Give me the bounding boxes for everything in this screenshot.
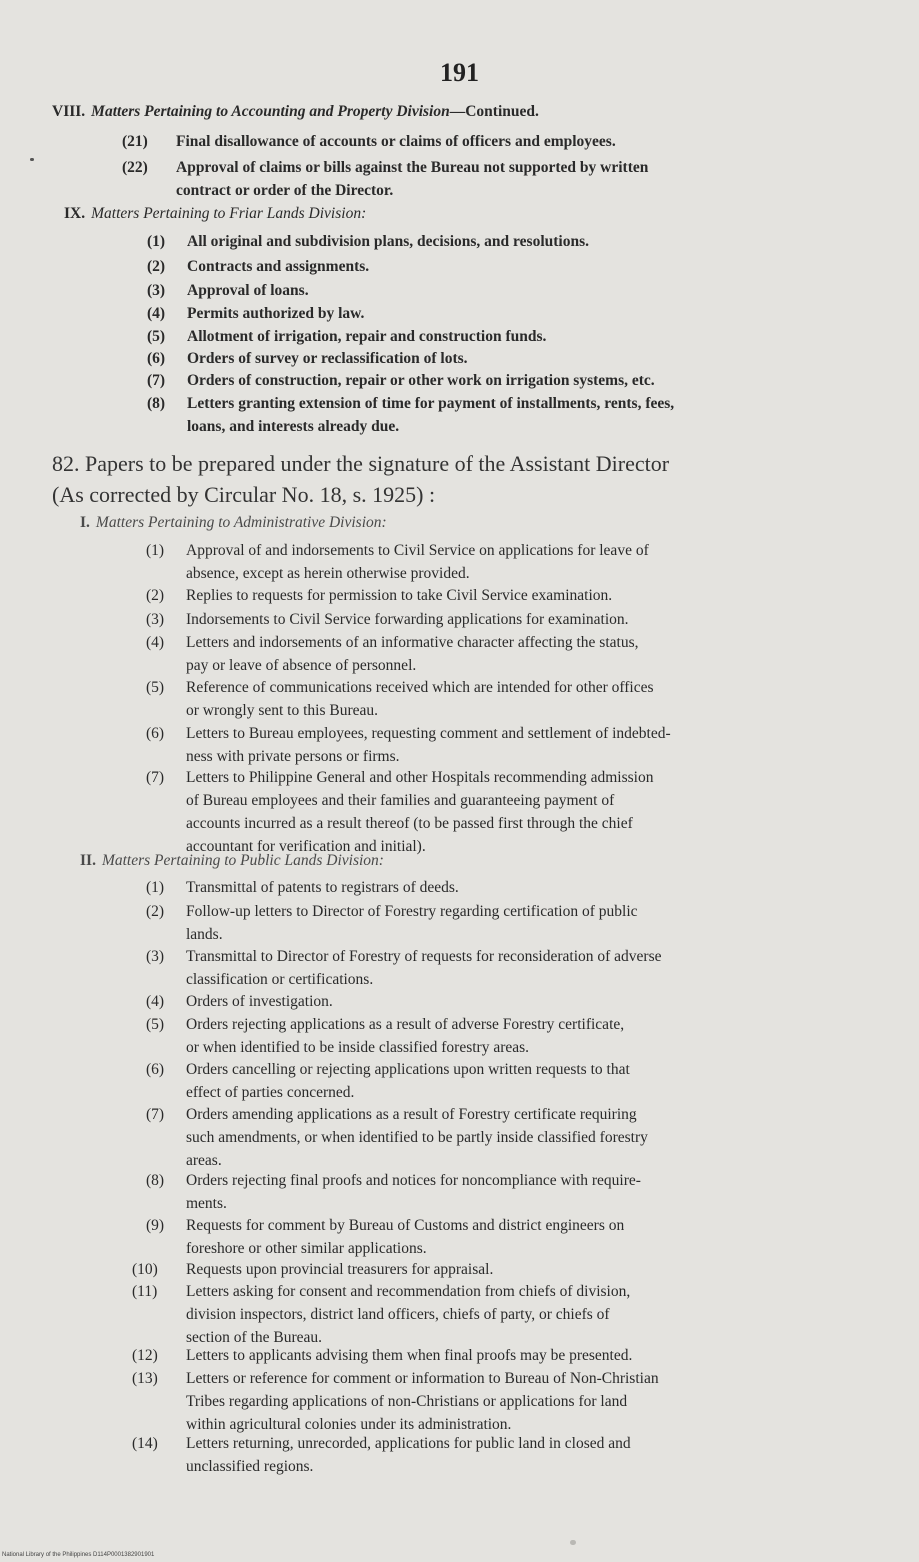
item-text: Transmittal of patents to registrars of deeds. bbox=[186, 879, 459, 896]
item-text: Requests upon provincial treasurers for appraisal. bbox=[186, 1261, 494, 1278]
item-text-continued: accountant for verification and initial). bbox=[186, 838, 426, 855]
item-text-continued: unclassified regions. bbox=[186, 1458, 314, 1475]
item-text-continued: absence, except as herein otherwise provided. bbox=[186, 565, 470, 582]
item-text-continued: such amendments, or when identified to be partly inside classified forestry bbox=[186, 1129, 648, 1146]
item-text: Replies to requests for permission to take Civil Service examination. bbox=[186, 587, 613, 604]
item-text: Final disallowance of accounts or claims of officers and employees. bbox=[176, 133, 616, 150]
section-ix-title: Matters Pertaining to Friar Lands Division: bbox=[91, 205, 367, 222]
item-number: (9) bbox=[146, 1217, 165, 1234]
item-text: Orders rejecting final proofs and notices for noncompliance with require- bbox=[186, 1172, 641, 1189]
item-text-continued: within agricultural colonies under its administration. bbox=[186, 1416, 512, 1433]
paper-blemish bbox=[570, 1540, 576, 1545]
item-text: Follow-up letters to Director of Forestry regarding certification of public bbox=[186, 903, 638, 920]
item-text: Orders of construction, repair or other work on irrigation systems, etc. bbox=[187, 372, 655, 389]
item-number: (5) bbox=[147, 328, 166, 345]
item-text: Orders amending applications as a result of Forestry certificate requiring bbox=[186, 1106, 637, 1123]
item-text: Letters to applicants advising them when final proofs may be presented. bbox=[186, 1347, 633, 1364]
section-ix-roman: IX. bbox=[64, 205, 86, 222]
item-text-continued: areas. bbox=[186, 1152, 222, 1169]
item-number: (4) bbox=[146, 993, 165, 1010]
list-item bbox=[122, 156, 648, 202]
item-number: (7) bbox=[147, 372, 166, 389]
item-text-continued: division inspectors, district land officers, chiefs of party, or chiefs of bbox=[186, 1306, 610, 1323]
list-item bbox=[147, 279, 309, 302]
list-item bbox=[146, 990, 333, 1013]
section-viii-title: Matters Pertaining to Accounting and Property Division bbox=[91, 103, 450, 120]
item-text: Letters returning, unrecorded, applications for public land in closed and bbox=[186, 1435, 631, 1452]
item-text: Requests for comment by Bureau of Customs and district engineers on bbox=[186, 1217, 625, 1234]
item-text: Allotment of irrigation, repair and construction funds. bbox=[187, 328, 547, 345]
item-text: Orders cancelling or rejecting applications upon written requests to that bbox=[186, 1061, 630, 1078]
list-item bbox=[132, 1280, 630, 1349]
item-text-continued: classification or certifications. bbox=[186, 971, 374, 988]
item-text: Reference of communications received which are intended for other offices bbox=[186, 679, 654, 696]
list-item bbox=[146, 1103, 648, 1172]
item-number: (11) bbox=[132, 1283, 158, 1300]
list-item bbox=[146, 1013, 624, 1059]
item-number: (2) bbox=[146, 903, 165, 920]
scan-footer: National Library of the Philippines D114P0001382901901 bbox=[2, 1552, 155, 1558]
list-item bbox=[146, 608, 629, 631]
item-number: (3) bbox=[146, 611, 165, 628]
item-text: Letters to Philippine General and other Hospitals recommending admission bbox=[186, 769, 654, 786]
item-number: (7) bbox=[146, 769, 165, 786]
item-number: (22) bbox=[122, 159, 148, 176]
list-item bbox=[147, 230, 589, 253]
item-text: All original and subdivision plans, decisions, and resolutions. bbox=[187, 233, 589, 250]
list-item bbox=[146, 1058, 630, 1104]
paragraph-82-line2: (As corrected by Circular No. 18, s. 1925) : bbox=[52, 482, 436, 507]
section-viii-suffix: —Continued. bbox=[449, 103, 539, 120]
item-number: (2) bbox=[147, 258, 166, 275]
item-text: Letters or reference for comment or information to Bureau of Non-Christian bbox=[186, 1370, 659, 1387]
list-item bbox=[146, 766, 653, 858]
item-text-continued: ments. bbox=[186, 1195, 227, 1212]
list-item bbox=[147, 392, 674, 438]
list-item bbox=[146, 945, 662, 991]
item-text: Contracts and assignments. bbox=[187, 258, 370, 275]
item-number: (6) bbox=[146, 1061, 165, 1078]
list-item bbox=[147, 302, 364, 325]
item-number: (6) bbox=[147, 350, 166, 367]
list-item bbox=[146, 876, 459, 899]
item-text: Letters asking for consent and recommendation from chiefs of division, bbox=[186, 1283, 631, 1300]
list-item bbox=[146, 1214, 624, 1260]
list-item bbox=[146, 676, 654, 722]
list-item bbox=[147, 369, 655, 392]
section-ii-roman: II. bbox=[80, 852, 96, 869]
item-text: Orders of survey or reclassification of lots. bbox=[187, 350, 468, 367]
item-number: (14) bbox=[132, 1435, 158, 1452]
list-item bbox=[132, 1258, 493, 1281]
item-text-continued: effect of parties concerned. bbox=[186, 1084, 355, 1101]
item-text-continued: or when identified to be inside classified forestry areas. bbox=[186, 1039, 530, 1056]
item-number: (3) bbox=[146, 948, 165, 965]
section-i-roman: I. bbox=[80, 514, 90, 531]
list-item bbox=[146, 1169, 641, 1215]
list-item bbox=[132, 1432, 631, 1478]
item-text: Orders of investigation. bbox=[186, 993, 333, 1010]
page-number: 191 bbox=[440, 58, 479, 87]
list-item bbox=[122, 130, 616, 153]
item-number: (2) bbox=[146, 587, 165, 604]
item-number: (10) bbox=[132, 1261, 158, 1278]
section-ii-heading bbox=[80, 852, 384, 870]
list-item bbox=[147, 347, 468, 370]
list-item bbox=[132, 1367, 659, 1436]
item-text-continued: foreshore or other similar applications. bbox=[186, 1240, 427, 1257]
list-item bbox=[146, 631, 638, 677]
item-text: Approval of and indorsements to Civil Service on applications for leave of bbox=[186, 542, 649, 559]
section-viii-heading bbox=[52, 103, 539, 121]
list-item bbox=[146, 584, 612, 607]
item-number: (6) bbox=[146, 725, 165, 742]
item-text-continued: section of the Bureau. bbox=[186, 1329, 323, 1346]
paragraph-82-heading bbox=[52, 448, 892, 510]
item-text-continued: ness with private persons or firms. bbox=[186, 748, 400, 765]
section-viii-roman: VIII. bbox=[52, 103, 86, 120]
item-number: (4) bbox=[146, 634, 165, 651]
item-number: (4) bbox=[147, 305, 166, 322]
item-text-continued: loans, and interests already due. bbox=[187, 418, 400, 435]
section-ii-title: Matters Pertaining to Public Lands Division: bbox=[101, 852, 384, 869]
item-number: (1) bbox=[146, 879, 165, 896]
item-number: (1) bbox=[147, 233, 166, 250]
item-number: (13) bbox=[132, 1370, 158, 1387]
section-i-heading bbox=[80, 514, 387, 532]
item-number: (5) bbox=[146, 679, 165, 696]
item-text: Letters granting extension of time for payment of installments, rents, fees, bbox=[187, 395, 675, 412]
list-item bbox=[146, 722, 671, 768]
item-text: Approval of loans. bbox=[187, 282, 309, 299]
paragraph-82-line1: 82. Papers to be prepared under the signature of the Assistant Director bbox=[52, 451, 670, 476]
item-text: Orders rejecting applications as a result of adverse Forestry certificate, bbox=[186, 1016, 625, 1033]
list-item bbox=[146, 900, 638, 946]
item-text: Permits authorized by law. bbox=[187, 305, 365, 322]
list-item bbox=[147, 255, 369, 278]
item-number: (21) bbox=[122, 133, 148, 150]
item-number: (8) bbox=[147, 395, 166, 412]
item-text: Letters and indorsements of an informative character affecting the status, bbox=[186, 634, 639, 651]
item-number: (5) bbox=[146, 1016, 165, 1033]
ink-speck bbox=[30, 158, 34, 161]
item-text-continued: or wrongly sent to this Bureau. bbox=[186, 702, 379, 719]
item-number: (3) bbox=[147, 282, 166, 299]
item-text-continued: lands. bbox=[186, 926, 223, 943]
item-text-continued: Tribes regarding applications of non-Christians or applications for land bbox=[186, 1393, 628, 1410]
item-number: (1) bbox=[146, 542, 165, 559]
item-text: Letters to Bureau employees, requesting comment and settlement of indebted- bbox=[186, 725, 671, 742]
item-text-continued: of Bureau employees and their families and guaranteeing payment of bbox=[186, 792, 615, 809]
list-item bbox=[147, 325, 546, 348]
item-text: Approval of claims or bills against the Bureau not supported by written bbox=[176, 159, 649, 176]
item-text: Transmittal to Director of Forestry of requests for reconsideration of adverse bbox=[186, 948, 662, 965]
section-ix-heading bbox=[64, 205, 366, 223]
item-number: (8) bbox=[146, 1172, 165, 1189]
item-text-continued: contract or order of the Director. bbox=[176, 182, 394, 199]
item-text-continued: pay or leave of absence of personnel. bbox=[186, 657, 417, 674]
section-i-title: Matters Pertaining to Administrative Division: bbox=[95, 514, 387, 531]
item-text-continued: accounts incurred as a result thereof (to be passed first through the chief bbox=[186, 815, 633, 832]
list-item bbox=[132, 1344, 632, 1367]
item-number: (12) bbox=[132, 1347, 158, 1364]
list-item bbox=[146, 539, 649, 585]
item-text: Indorsements to Civil Service forwarding applications for examination. bbox=[186, 611, 629, 628]
item-number: (7) bbox=[146, 1106, 165, 1123]
